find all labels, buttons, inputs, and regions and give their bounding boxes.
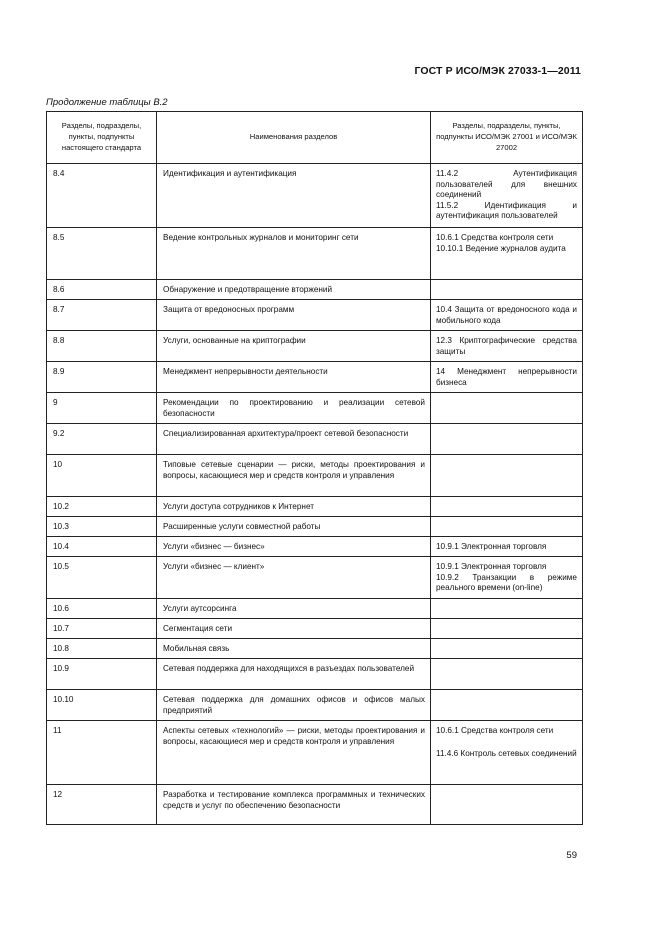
table-row xyxy=(47,721,583,785)
row-section-name: Сетевая поддержка для домашних офисов и офисов малых предприятий xyxy=(163,695,425,715)
row-iso-ref: 10.9.1 Электронная торговля xyxy=(436,562,547,571)
row-section-number-cell xyxy=(47,393,157,424)
row-section-number: 10.9 xyxy=(53,664,69,673)
row-section-name-cell xyxy=(157,517,431,537)
row-section-number-cell xyxy=(47,785,157,825)
row-section-number-cell xyxy=(47,619,157,639)
row-section-name: Разработка и тестирование комплекса программных и технических средств и услуг по обеспечению безопасности xyxy=(163,790,425,810)
row-iso-ref: 10.10.1 Ведение журналов аудита xyxy=(436,243,566,253)
row-iso-refs-cell xyxy=(431,639,583,659)
table-row xyxy=(47,599,583,619)
row-section-name: Расширенные услуги совместной работы xyxy=(163,522,321,531)
row-section-number-cell xyxy=(47,557,157,599)
row-section-number: 10.10 xyxy=(53,695,74,704)
row-iso-refs-cell xyxy=(431,331,583,362)
row-section-name: Обнаружение и предотвращение вторжений xyxy=(163,285,333,294)
row-iso-ref: 11.4.2 Аутентификация пользователей для внешних соединений xyxy=(436,169,577,200)
table-header-row xyxy=(47,112,583,164)
table-row xyxy=(47,619,583,639)
row-section-number-cell xyxy=(47,362,157,393)
row-section-number: 10.6 xyxy=(53,604,69,613)
row-iso-refs-cell xyxy=(431,424,583,455)
row-iso-ref: 10.4 Защита от вредоносного кода и мобильного кода xyxy=(436,305,577,325)
row-section-number: 8.7 xyxy=(53,305,65,314)
row-section-name: Услуги, основанные на криптографии xyxy=(163,336,306,345)
row-iso-refs-cell xyxy=(431,228,583,280)
row-section-name: Услуги доступа сотрудников к Интернет xyxy=(163,502,314,511)
row-section-name-cell xyxy=(157,497,431,517)
row-iso-refs-cell xyxy=(431,537,583,557)
row-iso-refs-cell xyxy=(431,164,583,228)
document-standard-header: ГОСТ Р ИСО/МЭК 27033-1—2011 xyxy=(414,65,581,77)
row-section-number-cell xyxy=(47,300,157,331)
row-iso-ref: 10.9.1 Электронная торговля xyxy=(436,542,547,551)
row-iso-ref: 12.3 Криптографические средства защиты xyxy=(436,336,577,356)
row-section-name: Менеджмент непрерывности деятельности xyxy=(163,367,328,376)
table-row xyxy=(47,690,583,721)
table-row xyxy=(47,537,583,557)
table-row xyxy=(47,362,583,393)
row-iso-refs-cell xyxy=(431,659,583,690)
row-section-name-cell xyxy=(157,659,431,690)
table-row xyxy=(47,331,583,362)
row-section-number: 8.6 xyxy=(53,285,65,294)
row-section-number: 12 xyxy=(53,790,63,799)
row-section-number: 10.2 xyxy=(53,502,69,511)
row-section-number: 8.5 xyxy=(53,233,65,242)
row-section-number: 10 xyxy=(53,460,63,469)
table-row xyxy=(47,785,583,825)
row-section-number-cell xyxy=(47,280,157,300)
row-section-number: 10.7 xyxy=(53,624,69,633)
row-section-name-cell xyxy=(157,331,431,362)
row-section-name-cell xyxy=(157,619,431,639)
table-row xyxy=(47,557,583,599)
column-header-section-names: Наименования разделов xyxy=(157,112,431,164)
row-section-name: Идентификация и аутентификация xyxy=(163,169,297,178)
row-section-number-cell xyxy=(47,331,157,362)
row-iso-refs-cell xyxy=(431,393,583,424)
row-iso-ref: 11.5.2 Идентификация и аутентификация пользователей xyxy=(436,200,577,221)
row-section-name-cell xyxy=(157,300,431,331)
row-section-number-cell xyxy=(47,517,157,537)
table-row xyxy=(47,659,583,690)
row-section-name-cell xyxy=(157,280,431,300)
column-header-iso-refs: Разделы, подразделы, пункты, подпункты ИСО/МЭК 27001 и ИСО/МЭК 27002 xyxy=(431,112,583,164)
row-section-name-cell xyxy=(157,537,431,557)
row-section-number-cell xyxy=(47,659,157,690)
row-section-name: Услуги «бизнес — бизнес» xyxy=(163,542,265,551)
row-section-number-cell xyxy=(47,690,157,721)
row-section-name-cell xyxy=(157,393,431,424)
row-section-number: 8.9 xyxy=(53,367,65,376)
table-row xyxy=(47,300,583,331)
row-section-name-cell xyxy=(157,557,431,599)
row-section-name-cell xyxy=(157,455,431,497)
table-row xyxy=(47,639,583,659)
table-row xyxy=(47,393,583,424)
row-section-name: Услуги «бизнес — клиент» xyxy=(163,562,265,571)
row-section-name: Услуги аутсорсинга xyxy=(163,604,237,613)
column-header-this-standard: Разделы, подразделы, пункты, подпункты настоящего стандарта xyxy=(47,112,157,164)
table-row xyxy=(47,228,583,280)
row-section-number-cell xyxy=(47,537,157,557)
row-section-number-cell xyxy=(47,228,157,280)
row-section-number: 10.5 xyxy=(53,562,69,571)
row-iso-ref: 10.9.2 Транзакции в режиме реального времени (on-line) xyxy=(436,572,577,593)
row-iso-refs-cell xyxy=(431,785,583,825)
row-iso-refs-cell xyxy=(431,362,583,393)
row-section-name: Типовые сетевые сценарии — риски, методы проектирования и вопросы, касающиеся мер и средств контроля и управления xyxy=(163,460,425,480)
row-section-number-cell xyxy=(47,164,157,228)
row-section-name: Защита от вредоносных программ xyxy=(163,305,295,314)
row-section-number-cell xyxy=(47,455,157,497)
table-row xyxy=(47,424,583,455)
row-iso-refs-cell xyxy=(431,619,583,639)
table-row xyxy=(47,497,583,517)
table-row xyxy=(47,164,583,228)
row-section-name: Специализированная архитектура/проект сетевой безопасности xyxy=(163,429,409,438)
table-row xyxy=(47,455,583,497)
correspondence-table xyxy=(46,111,583,825)
row-section-number: 9 xyxy=(53,398,58,407)
row-section-name-cell xyxy=(157,599,431,619)
row-section-name-cell xyxy=(157,228,431,280)
row-iso-refs-cell xyxy=(431,497,583,517)
row-iso-refs-cell xyxy=(431,721,583,785)
row-section-name: Ведение контрольных журналов и мониторинг сети xyxy=(163,233,359,242)
row-section-name-cell xyxy=(157,639,431,659)
row-iso-ref: 14 Менеджмент непрерывности бизнеса xyxy=(436,367,577,387)
row-section-number-cell xyxy=(47,424,157,455)
row-section-number: 9.2 xyxy=(53,429,65,438)
page-number: 59 xyxy=(566,850,577,861)
row-iso-refs-cell xyxy=(431,690,583,721)
table-row xyxy=(47,280,583,300)
row-section-name-cell xyxy=(157,785,431,825)
row-section-name: Рекомендации по проектированию и реализации сетевой безопасности xyxy=(163,398,425,418)
table-row xyxy=(47,517,583,537)
row-section-name-cell xyxy=(157,164,431,228)
row-section-number: 10.8 xyxy=(53,644,69,653)
row-iso-refs-cell xyxy=(431,300,583,331)
row-iso-refs-cell xyxy=(431,280,583,300)
row-iso-refs-cell xyxy=(431,455,583,497)
row-section-number: 10.4 xyxy=(53,542,69,551)
row-section-number: 8.8 xyxy=(53,336,65,345)
row-section-name: Сегментация сети xyxy=(163,624,233,633)
row-section-name: Аспекты сетевых «технологий» — риски, методы проектирования и вопросы, касающиеся мер и средств контроля и управления xyxy=(163,726,425,746)
row-section-number: 8.4 xyxy=(53,169,65,178)
row-iso-ref: 10.6.1 Средства контроля сети xyxy=(436,726,554,735)
row-section-name-cell xyxy=(157,424,431,455)
row-section-number-cell xyxy=(47,721,157,785)
row-section-name: Сетевая поддержка для находящихся в разъездах пользователей xyxy=(163,664,415,673)
row-section-number-cell xyxy=(47,599,157,619)
row-section-name-cell xyxy=(157,721,431,785)
row-iso-refs-cell xyxy=(431,517,583,537)
row-section-name-cell xyxy=(157,362,431,393)
row-section-number-cell xyxy=(47,497,157,517)
row-section-number: 11 xyxy=(53,726,62,735)
table-caption: Продолжение таблицы В.2 xyxy=(46,97,168,108)
row-iso-ref: 11.4.6 Контроль сетевых соединений xyxy=(436,748,577,758)
row-iso-refs-cell xyxy=(431,599,583,619)
row-iso-ref: 10.6.1 Средства контроля сети xyxy=(436,233,554,242)
row-section-number-cell xyxy=(47,639,157,659)
row-section-number: 10.3 xyxy=(53,522,69,531)
row-section-name-cell xyxy=(157,690,431,721)
row-section-name: Мобильная связь xyxy=(163,644,230,653)
row-iso-refs-cell xyxy=(431,557,583,599)
